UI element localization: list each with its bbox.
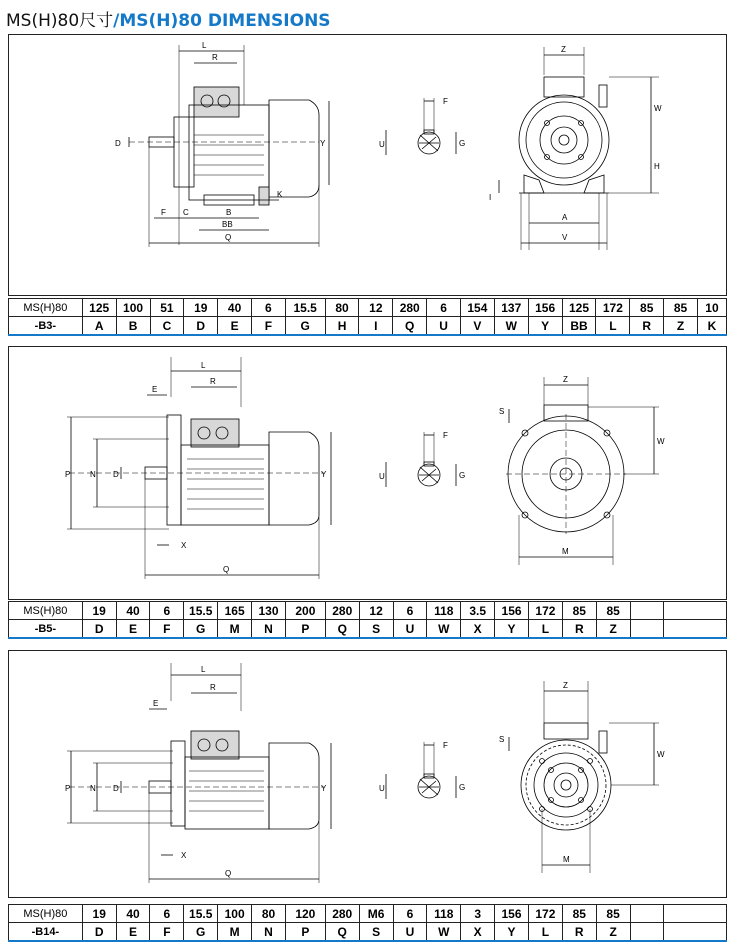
dim-label-k: K (277, 190, 283, 199)
spec-value: 85 (630, 299, 664, 317)
spec-row-values (9, 602, 727, 620)
dim-label-p: P (65, 470, 71, 479)
spec-code: G (285, 317, 325, 336)
spec-value: 6 (150, 905, 184, 923)
dim-label-y: Y (321, 784, 327, 793)
dim-label-h: H (654, 162, 660, 171)
dim-label-d: D (115, 139, 121, 148)
spec-value: 3.5 (461, 602, 495, 620)
spec-code: L (529, 620, 563, 639)
spec-code: D (82, 620, 116, 639)
dim-label-y: Y (321, 470, 327, 479)
spec-code: B (116, 317, 150, 336)
spec-row-codes (9, 620, 727, 639)
spec-code: G (184, 923, 218, 942)
dim-label-z: Z (563, 681, 568, 690)
spec-value: 3 (461, 905, 495, 923)
spec-code: P (285, 620, 325, 639)
spec-value: 172 (529, 602, 563, 620)
spec-code: Y (495, 620, 529, 639)
dim-label-a: A (562, 213, 568, 222)
spec-row-values (9, 299, 727, 317)
spec-value: 156 (528, 299, 562, 317)
spec-value (664, 905, 727, 923)
spec-row-codes (9, 317, 727, 336)
spec-value: 200 (285, 602, 325, 620)
spec-label-mount: -B14- (9, 923, 83, 942)
spec-value: 19 (82, 905, 116, 923)
dim-label-d: D (113, 784, 119, 793)
spec-value: 118 (427, 602, 461, 620)
shaft-section-view (379, 741, 465, 799)
drawing-panel-b3 (8, 34, 727, 296)
spec-value: 40 (116, 905, 150, 923)
spec-value: 6 (427, 299, 461, 317)
spec-code: M (218, 620, 252, 639)
dim-label-f-section: F (443, 431, 448, 440)
spec-code: V (460, 317, 494, 336)
spec-code (630, 620, 664, 639)
spec-code: U (393, 620, 427, 639)
spec-code: Y (495, 923, 529, 942)
spec-value: M6 (359, 905, 393, 923)
spec-label-model: MS(H)80 (9, 299, 83, 317)
motor-side-view (65, 357, 331, 579)
spec-value: 12 (359, 299, 393, 317)
drawing-b14 (9, 651, 726, 897)
title-chinese: MS(H)80尺寸 (6, 11, 114, 31)
spec-value: 125 (562, 299, 596, 317)
dim-label-m: M (562, 547, 569, 556)
spec-code: R (562, 923, 596, 942)
spec-code: R (562, 620, 596, 639)
title-english: /MS(H)80 DIMENSIONS (113, 11, 331, 31)
page-title (6, 6, 331, 30)
dim-label-i: I (489, 193, 492, 202)
dim-label-w: W (657, 437, 665, 446)
spec-value: 85 (596, 905, 630, 923)
spec-table-b5 (8, 601, 727, 639)
dim-label-g: G (459, 783, 466, 792)
spec-code: L (528, 923, 562, 942)
spec-code (630, 923, 664, 942)
spec-value: 156 (495, 905, 529, 923)
dim-label-r: R (210, 683, 216, 692)
spec-value: 280 (325, 602, 359, 620)
spec-value: 6 (150, 602, 184, 620)
dim-label-f-section: F (443, 741, 448, 750)
spec-code: P (285, 923, 325, 942)
dim-label-u: U (379, 784, 385, 793)
spec-value: 118 (427, 905, 461, 923)
spec-code: E (116, 620, 150, 639)
spec-value: 51 (150, 299, 184, 317)
spec-value: 130 (252, 602, 286, 620)
spec-value: 19 (82, 602, 116, 620)
spec-code: N (252, 923, 286, 942)
spec-code: BB (562, 317, 596, 336)
spec-code: L (596, 317, 630, 336)
spec-value: 15.5 (184, 905, 218, 923)
dim-label-bb: BB (222, 220, 233, 229)
spec-code: D (82, 923, 116, 942)
spec-value: 156 (495, 602, 529, 620)
spec-code: Q (325, 923, 359, 942)
spec-row-codes (9, 923, 727, 942)
spec-value: 100 (218, 905, 252, 923)
spec-value: 165 (218, 602, 252, 620)
spec-code: A (82, 317, 116, 336)
dim-label-v: V (562, 233, 568, 242)
spec-value: 6 (393, 602, 427, 620)
spec-code: Z (596, 620, 630, 639)
spec-code: H (325, 317, 359, 336)
shaft-section-view (379, 431, 465, 487)
dim-label-g: G (459, 471, 466, 480)
dim-label-p: P (65, 784, 71, 793)
spec-code: K (697, 317, 726, 336)
spec-value: 40 (116, 602, 150, 620)
spec-value: 154 (460, 299, 494, 317)
spec-code: Z (664, 317, 698, 336)
spec-code: R (630, 317, 664, 336)
spec-value: 85 (596, 602, 630, 620)
dim-label-s: S (499, 735, 505, 744)
drawing-b3 (9, 35, 726, 295)
dim-label-r: R (212, 53, 218, 62)
spec-label-mount: -B5- (9, 620, 83, 639)
spec-label-model: MS(H)80 (9, 905, 83, 923)
spec-value: 15.5 (184, 602, 218, 620)
dim-label-s: S (499, 407, 505, 416)
spec-value: 85 (562, 602, 596, 620)
spec-code: F (150, 620, 184, 639)
spec-code: N (252, 620, 286, 639)
spec-value: 280 (325, 905, 359, 923)
spec-value: 80 (252, 905, 286, 923)
spec-label-mount: -B3- (9, 317, 83, 336)
drawing-b5 (9, 347, 726, 599)
spec-code (664, 620, 727, 639)
spec-label-model: MS(H)80 (9, 602, 83, 620)
spec-value: 120 (285, 905, 325, 923)
spec-value (630, 905, 664, 923)
dim-label-n: N (90, 470, 96, 479)
dim-label-n: N (90, 784, 96, 793)
dim-label-y: Y (320, 139, 326, 148)
spec-code: U (427, 317, 461, 336)
dim-label-f-section: F (443, 97, 448, 106)
spec-value: 172 (528, 905, 562, 923)
spec-value: 280 (393, 299, 427, 317)
dim-label-u: U (379, 472, 385, 481)
spec-value: 85 (562, 905, 596, 923)
spec-value: 12 (359, 602, 393, 620)
dim-label-e: E (152, 385, 158, 394)
dim-label-l: L (201, 361, 206, 370)
motor-end-view (489, 45, 662, 250)
shaft-section-view (379, 97, 465, 155)
spec-code: C (150, 317, 184, 336)
spec-row-values (9, 905, 727, 923)
dim-label-x: X (181, 851, 187, 860)
spec-value: 6 (251, 299, 285, 317)
dim-label-w: W (657, 750, 665, 759)
spec-code: S (359, 620, 393, 639)
spec-code: W (427, 620, 461, 639)
spec-code: W (494, 317, 528, 336)
spec-code: U (393, 923, 427, 942)
dim-label-z: Z (563, 375, 568, 384)
dim-label-q: Q (225, 869, 232, 878)
spec-code: Z (596, 923, 630, 942)
spec-code: G (184, 620, 218, 639)
spec-value: 125 (82, 299, 116, 317)
spec-code: E (116, 923, 150, 942)
spec-code: D (184, 317, 218, 336)
motor-end-view (499, 681, 665, 873)
spec-code: I (359, 317, 393, 336)
spec-code: Y (528, 317, 562, 336)
spec-value: 137 (494, 299, 528, 317)
spec-code: X (461, 923, 495, 942)
motor-side-view (65, 663, 331, 883)
dim-label-u: U (379, 140, 385, 149)
spec-table-b3 (8, 298, 727, 336)
spec-value: 100 (116, 299, 150, 317)
dim-label-b: B (226, 208, 232, 217)
drawing-panel-b5 (8, 346, 727, 600)
spec-code: Q (325, 620, 359, 639)
dim-label-w: W (654, 104, 662, 113)
spec-value: 15.5 (285, 299, 325, 317)
spec-value: 80 (325, 299, 359, 317)
spec-code: M (218, 923, 252, 942)
dim-label-f: F (161, 208, 166, 217)
dim-label-x: X (181, 541, 187, 550)
dim-label-z: Z (561, 45, 566, 54)
spec-value: 40 (218, 299, 252, 317)
motor-end-view (499, 375, 665, 565)
dim-label-r: R (210, 377, 216, 386)
spec-value: 172 (596, 299, 630, 317)
dim-label-q: Q (225, 233, 232, 242)
spec-code: E (218, 317, 252, 336)
dim-label-e: E (153, 699, 159, 708)
dim-label-d: D (113, 470, 119, 479)
spec-value: 6 (393, 905, 427, 923)
spec-value: 10 (697, 299, 726, 317)
spec-value (664, 602, 727, 620)
dim-label-q: Q (223, 565, 230, 574)
drawing-panel-b14 (8, 650, 727, 898)
dim-label-l: L (201, 665, 206, 674)
spec-code: S (359, 923, 393, 942)
spec-code: Q (393, 317, 427, 336)
spec-code: F (150, 923, 184, 942)
spec-table-b14 (8, 904, 727, 942)
spec-code: W (427, 923, 461, 942)
spec-value (630, 602, 664, 620)
spec-code: X (461, 620, 495, 639)
motor-side-view (115, 41, 329, 247)
dim-label-c: C (183, 208, 189, 217)
spec-value: 85 (664, 299, 698, 317)
spec-code: F (251, 317, 285, 336)
dim-label-l: L (202, 41, 207, 50)
dim-label-m: M (563, 855, 570, 864)
spec-value: 19 (184, 299, 218, 317)
dim-label-g: G (459, 139, 466, 148)
spec-code (664, 923, 727, 942)
